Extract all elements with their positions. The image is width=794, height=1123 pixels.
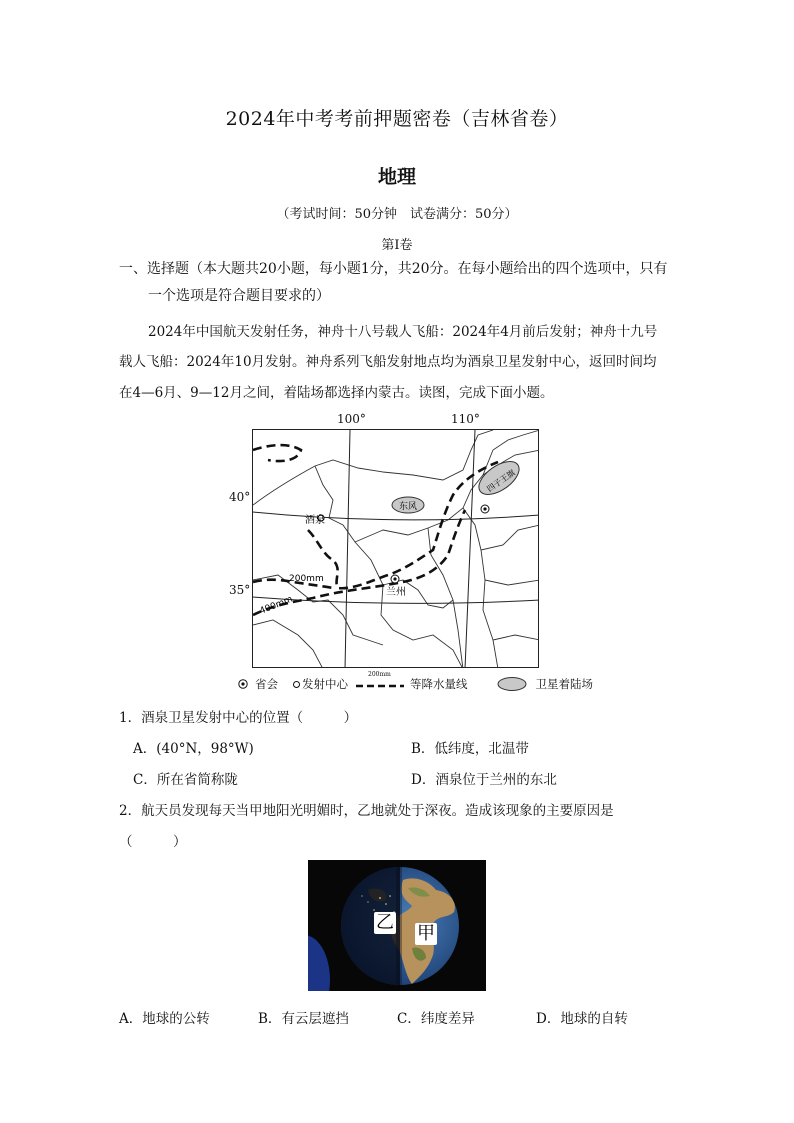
isohyet-symbol-icon xyxy=(354,678,406,690)
q2-stem: 2．航天员发现每天当甲地阳光明媚时，乙地就处于深夜。造成该现象的主要原因是 xyxy=(119,803,614,819)
legend-landing-site: 卫星着陆场 xyxy=(496,676,594,692)
map-legend xyxy=(237,671,593,692)
map-svg xyxy=(253,430,539,668)
legend-isohyet: 200mm 等降水量线 xyxy=(354,676,468,692)
legend-launch-center: 发射中心 xyxy=(292,676,348,692)
meridian-110 xyxy=(465,430,475,668)
q1-stem: 1．酒泉卫星发射中心的位置（ ） xyxy=(119,710,358,726)
lat-label-40: 40° xyxy=(229,490,251,504)
map-label-dongfeng: 东风 xyxy=(399,502,418,512)
map-figure xyxy=(252,429,539,668)
globe-label-jia: 甲 xyxy=(417,923,435,944)
q2-stem-paren: （ ） xyxy=(119,834,187,850)
q1-option-c[interactable]: C．所在省简称陇 xyxy=(133,772,238,788)
q2-option-a[interactable]: A．地球的公转 xyxy=(119,1011,210,1027)
legend-capital: 省会 xyxy=(237,676,278,692)
isohyet-label-400: 400mm xyxy=(258,594,295,617)
isohyet-top-left xyxy=(253,445,301,461)
exam-info: （考试时间：50分钟 试卷满分：50分） xyxy=(276,207,518,222)
map-label-jiuquan: 酒泉 xyxy=(305,515,325,526)
isohyet-label-200: 200mm xyxy=(289,574,324,584)
q2-option-c[interactable]: C．纬度差异 xyxy=(397,1011,475,1027)
volume-label: 第Ⅰ卷 xyxy=(381,238,413,253)
q1-option-d[interactable]: D．酒泉位于兰州的东北 xyxy=(411,772,557,788)
globe-label-yi: 乙 xyxy=(376,912,394,933)
capital-symbol-icon xyxy=(237,678,249,690)
capital-markers xyxy=(391,505,489,583)
passage-line3: 在4—6月、9—12月之间，着陆场都选择内蒙古。读图，完成下面小题。 xyxy=(119,385,554,401)
map-label-siziwangqi: 四子王旗 xyxy=(485,468,517,494)
globe-figure xyxy=(308,860,486,991)
lon-label-100: 100° xyxy=(337,412,366,426)
section-instruction-line1: 一、选择题（本大题共20小题，每小题1分，共20分。在每小题给出的四个选项中，只有 xyxy=(119,261,668,277)
landing-site-symbol-icon xyxy=(496,676,528,692)
map-label-lanzhou: 兰州 xyxy=(386,587,406,598)
subject-title: 地理 xyxy=(377,166,416,188)
globe-svg xyxy=(308,860,486,991)
passage-line1: 2024年中国航天发射任务，神舟十八号载人飞船：2024年4月前后发射；神舟十九号 xyxy=(148,324,658,340)
q2-option-b[interactable]: B．有云层遮挡 xyxy=(258,1011,349,1027)
paper-title: 2024年中考考前押题密卷（吉林省卷） xyxy=(225,108,569,130)
q2-option-d[interactable]: D．地球的自转 xyxy=(536,1011,628,1027)
passage-line2: 载人飞船：2024年10月发射。神舟系列飞船发射地点均为酒泉卫星发射中心，返回时间均 xyxy=(119,354,657,370)
launch-center-symbol-icon xyxy=(292,680,301,689)
q1-option-b[interactable]: B．低纬度，北温带 xyxy=(411,741,529,757)
lat-label-35: 35° xyxy=(229,583,251,597)
q1-option-a[interactable]: A．(40°N，98°W) xyxy=(133,741,254,757)
lon-label-110: 110° xyxy=(451,412,480,426)
section-instruction-line2: 一个选项是符合题目要求的） xyxy=(148,288,330,304)
meridian-100 xyxy=(345,430,350,668)
parallel-40 xyxy=(253,512,539,520)
